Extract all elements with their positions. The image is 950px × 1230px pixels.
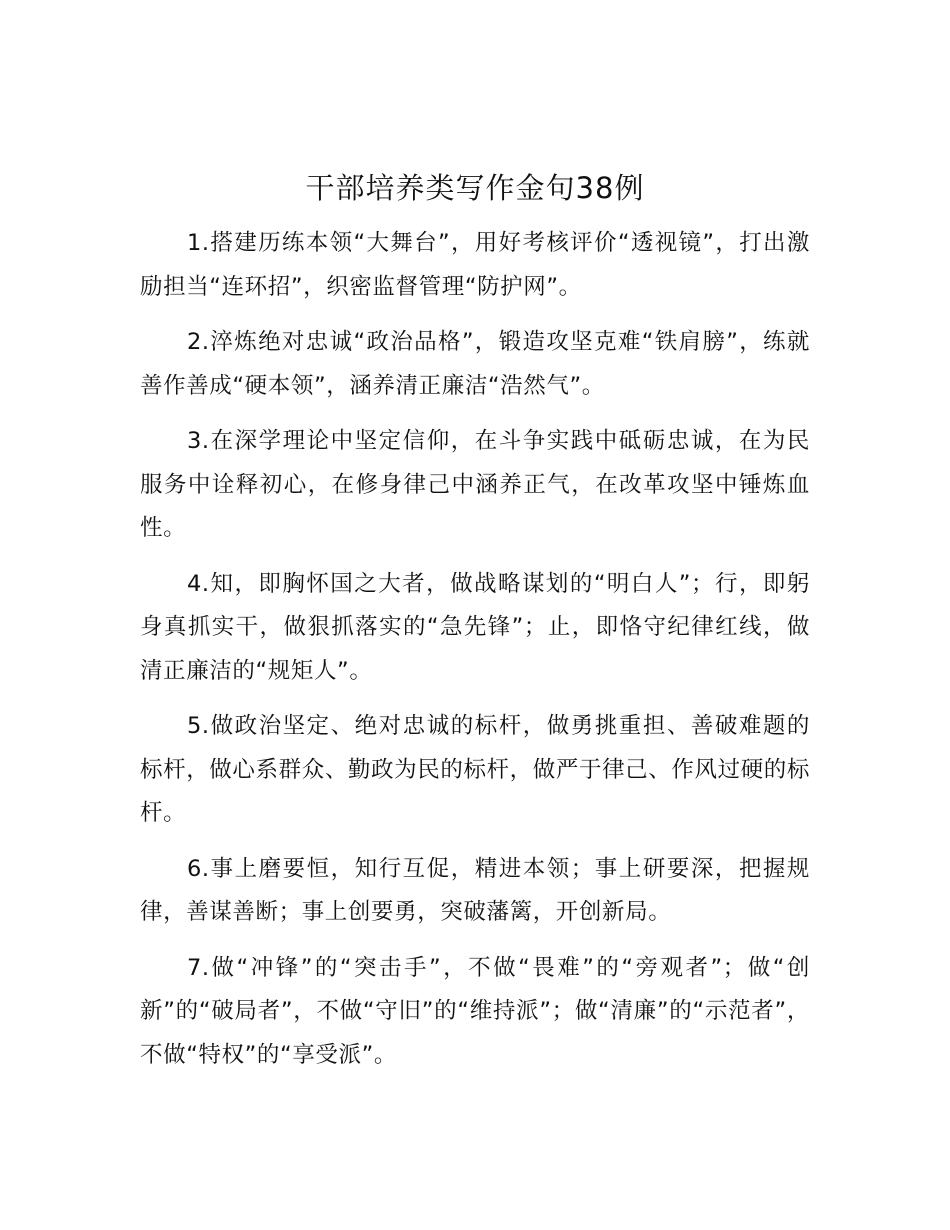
paragraph-7: 7.做“冲锋”的“突击手”，不做“畏难”的“旁观者”；做“创新”的“破局者”，不做“守旧”的“维持派”；做“清廉”的“示范者”，不做“特权”的“享受派”。 bbox=[140, 954, 810, 1068]
paragraph-6: 6.事上磨要恒，知行互促，精进本领；事上研要深，把握规律，善谋善断；事上创要勇，突破藩篱，开创新局。 bbox=[140, 855, 810, 925]
document-title: 干部培养类写作金句38例 bbox=[305, 171, 645, 205]
paragraph-3: 3.在深学理论中坚定信仰，在斗争实践中砥砺忠诚，在为民服务中诠释初心，在修身律己中涵养正气，在改革攻坚中锤炼血性。 bbox=[140, 428, 810, 541]
paragraph-4: 4.知，即胸怀国之大者，做战略谋划的“明白人”；行，即躬身真抓实干，做狠抓落实的“急先锋”；止，即恪守纪律红线，做清正廉洁的“规矩人”。 bbox=[140, 570, 810, 684]
document-body bbox=[140, 222, 810, 1089]
paragraph-1: 1.搭建历练本领“大舞台”，用好考核评价“透视镜”，打出激励担当“连环招”，织密监督管理“防护网”。 bbox=[140, 230, 810, 300]
paragraph-5: 5.做政治坚定、绝对忠诚的标杆，做勇挑重担、善破难题的标杆，做心系群众、勤政为民的标杆，做严于律己、作风过硬的标杆。 bbox=[140, 713, 810, 826]
paragraph-2: 2.淬炼绝对忠诚“政治品格”，锻造攻坚克难“铁肩膀”，练就善作善成“硬本领”，涵养清正廉洁“浩然气”。 bbox=[140, 329, 810, 399]
